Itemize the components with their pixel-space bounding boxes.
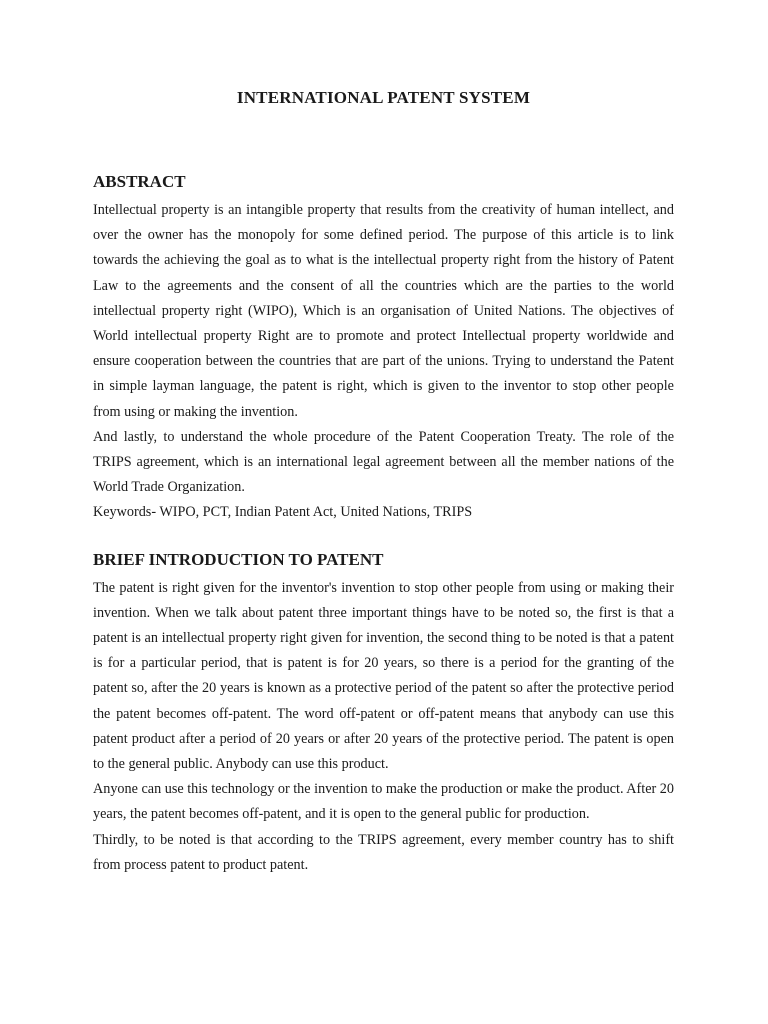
- keywords-line: Keywords- WIPO, PCT, Indian Patent Act, United Nations, TRIPS: [93, 504, 473, 521]
- introduction-paragraph: The patent is right given for the inventor's invention to stop other people from using or making their invention. When we talk about patent three important things have to be noted so, the first is that a patent is an intellectual property right given for invention, the second thing to be noted is that a patent is for a particular period, that is patent is for 20 years, so there is a period for the granting of the patent so, after the 20 years is known as a protective period of the patent so after the protective period the patent becomes off-patent. The word off-patent or off-patent means that anybody can use this patent product after a period of 20 years or after 20 years of the protective period. The patent is open to the general public. Anybody can use this product.: [93, 579, 674, 773]
- introduction-heading: BRIEF INTRODUCTION TO PATENT: [93, 549, 384, 569]
- abstract-paragraph: Intellectual property is an intangible property that results from the creativity of human intellect, and over the owner has the monopoly for some defined period. The purpose of this article is to link towards the achieving the goal as to what is the intellectual property right from the history of Patent Law to the agreements and the consent of all the countries which are the parties to the world intellectual property right (WIPO), Which is an organisation of United Nations. The objectives of World intellectual property Right are to promote and protect Intellectual property worldwide and ensure cooperation between the countries that are part of the unions. Trying to understand the Patent in simple layman language, the patent is right, which is given to the inventor to stop other people from using or making the invention.: [93, 202, 674, 420]
- introduction-paragraph: Thirdly, to be noted is that according to the TRIPS agreement, every member country has to shift from process patent to product patent.: [93, 831, 674, 873]
- introduction-paragraph: Anyone can use this technology or the invention to make the production or make the product. After 20 years, the patent becomes off-patent, and it is open to the general public for production.: [93, 781, 674, 823]
- abstract-heading: ABSTRACT: [93, 172, 186, 191]
- document-title: INTERNATIONAL PATENT SYSTEM: [236, 88, 531, 107]
- abstract-paragraph: And lastly, to understand the whole procedure of the Patent Cooperation Treaty. The role of the TRIPS agreement, which is an international legal agreement between all the member nations of the World Trade Organization.: [93, 428, 674, 496]
